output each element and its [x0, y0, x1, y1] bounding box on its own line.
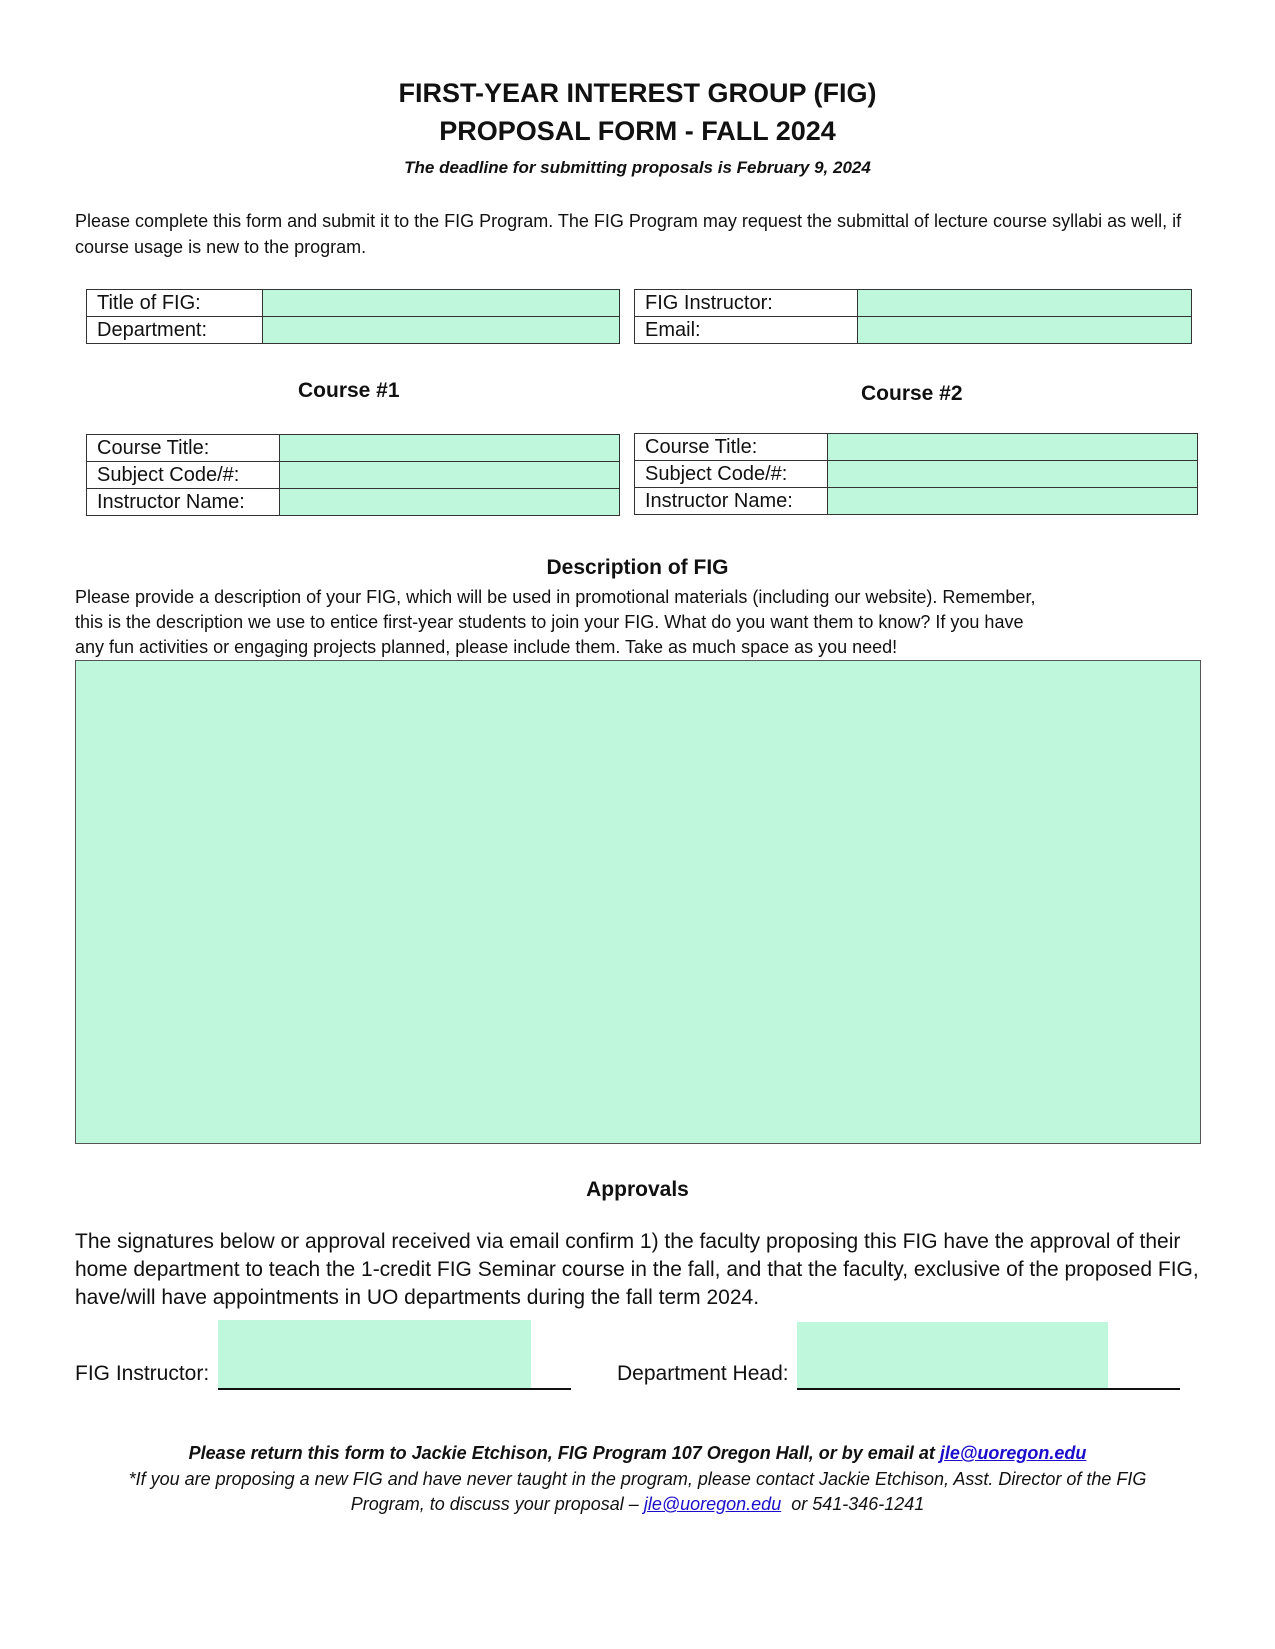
new-fig-note-line2	[0, 1492, 1275, 1517]
intro-paragraph: Please complete this form and submit it to the FIG Program. The FIG Program may request the submittal of lecture course syllabi as well, if course usage is new to the program.	[75, 211, 1182, 257]
course2-heading: Course #2	[861, 382, 963, 405]
course2-instructor-field[interactable]	[828, 488, 1198, 515]
approvals-heading: Approvals	[586, 1178, 689, 1201]
department-head-signature-field[interactable]	[797, 1322, 1108, 1388]
course2-title-field[interactable]	[828, 434, 1198, 461]
department-head-signature-label: Department Head:	[617, 1362, 789, 1385]
course1-instructor-field[interactable]	[280, 489, 620, 516]
contact-phone: or 541-346-1241	[781, 1494, 925, 1514]
fig-instructor-field[interactable]	[858, 290, 1192, 317]
course2-subject-field[interactable]	[828, 461, 1198, 488]
course2-instructor-label: Instructor Name:	[635, 488, 828, 515]
fig-instructor-signature-field[interactable]	[218, 1320, 531, 1388]
course1-instructor-label: Instructor Name:	[87, 489, 280, 516]
description-heading: Description of FIG	[546, 556, 729, 579]
deadline-note: The deadline for submitting proposals is February 9, 2024	[404, 158, 871, 177]
department-field[interactable]	[263, 317, 620, 344]
form-title-line2: PROPOSAL FORM - FALL 2024	[439, 116, 836, 146]
return-email-link[interactable]: jle@uoregon.edu	[939, 1443, 1087, 1463]
department-head-signature-line	[797, 1388, 1180, 1390]
description-line-3: any fun activities or engaging projects planned, please include them. Take as much space as you need!	[75, 637, 898, 657]
course2-title-label: Course Title:	[635, 434, 828, 461]
new-fig-note-text: Program, to discuss your proposal –	[350, 1494, 644, 1514]
form-title-line1: FIRST-YEAR INTEREST GROUP (FIG)	[398, 78, 877, 108]
description-line-1: Please provide a description of your FIG, which will be used in promotional materials (including our website). Remember,	[75, 587, 1036, 607]
course1-title-field[interactable]	[280, 435, 620, 462]
description-instructions	[75, 585, 1185, 660]
title-of-fig-field[interactable]	[263, 290, 620, 317]
return-instructions-text: Please return this form to Jackie Etchison, FIG Program 107 Oregon Hall, or by email at	[188, 1443, 940, 1463]
course1-title-label: Course Title:	[87, 435, 280, 462]
course2-subject-label: Subject Code/#:	[635, 461, 828, 488]
course1-subject-field[interactable]	[280, 462, 620, 489]
course2-table	[634, 433, 1198, 515]
description-field[interactable]	[75, 660, 1201, 1144]
email-label: Email:	[635, 317, 858, 344]
return-instructions	[0, 1441, 1275, 1466]
course1-table	[86, 434, 620, 516]
approvals-paragraph: The signatures below or approval received via email confirm 1) the faculty proposing this FIG have the approval of their home department to teach the 1-credit FIG Seminar course in the fall, and that the faculty, exclusive of the proposed FIG, have/will have appointments in UO departments during the fall term 2024.	[75, 1230, 1199, 1309]
fig-instructor-label: FIG Instructor:	[635, 290, 858, 317]
contact-email-link[interactable]: jle@uoregon.edu	[643, 1494, 782, 1514]
email-field[interactable]	[858, 317, 1192, 344]
department-label: Department:	[87, 317, 263, 344]
instructor-info-table	[634, 289, 1192, 344]
new-fig-note-line1: *If you are proposing a new FIG and have never taught in the program, please contact Jackie Etchison, Asst. Director of the FIG	[128, 1469, 1147, 1489]
fig-instructor-signature-line	[218, 1388, 571, 1390]
fig-info-table	[86, 289, 620, 344]
description-line-2: this is the description we use to entice first-year students to join your FIG. What do you want them to know? If you have	[75, 612, 1024, 632]
course1-subject-label: Subject Code/#:	[87, 462, 280, 489]
course1-heading: Course #1	[298, 379, 400, 402]
fig-instructor-signature-label: FIG Instructor:	[75, 1362, 210, 1385]
title-of-fig-label: Title of FIG:	[87, 290, 263, 317]
